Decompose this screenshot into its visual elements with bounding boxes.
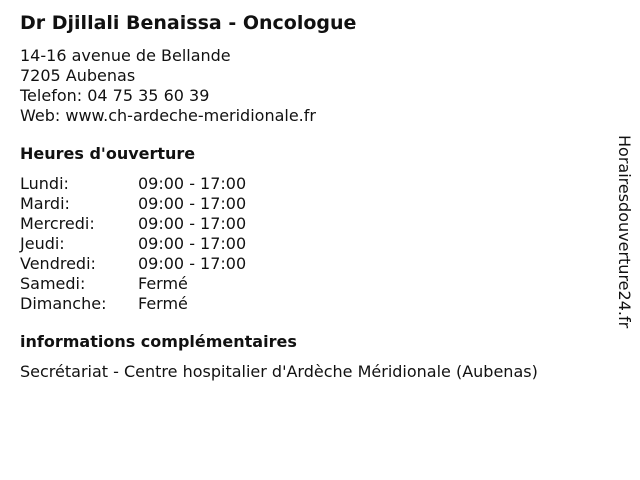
day-hours: 09:00 - 17:00 [138, 174, 247, 193]
page-title: Dr Djillali Benaissa - Oncologue [20, 12, 357, 34]
day-hours: 09:00 - 17:00 [138, 254, 247, 273]
address-street: 14-16 avenue de Bellande [20, 46, 231, 65]
hours-heading: Heures d'ouverture [20, 144, 196, 163]
address-block [20, 46, 610, 126]
hours-row-thursday [20, 234, 610, 254]
info-heading: informations complémentaires [20, 332, 297, 351]
day-label: Jeudi: [20, 234, 65, 253]
day-label: Samedi: [20, 274, 86, 293]
day-hours: 09:00 - 17:00 [138, 214, 247, 233]
day-hours: Fermé [138, 274, 188, 293]
day-hours: 09:00 - 17:00 [138, 194, 247, 213]
hours-row-monday [20, 174, 610, 194]
hours-row-tuesday [20, 194, 610, 214]
day-label: Mercredi: [20, 214, 95, 233]
day-hours: 09:00 - 17:00 [138, 234, 247, 253]
website-link[interactable]: Web: www.ch-ardeche-meridionale.fr [20, 106, 316, 125]
address-city: 7205 Aubenas [20, 66, 136, 85]
site-watermark: Horairesdouverture24.fr [615, 135, 634, 329]
opening-hours-table [20, 174, 610, 314]
day-label: Dimanche: [20, 294, 107, 313]
phone-number: Telefon: 04 75 35 60 39 [20, 86, 210, 105]
hours-row-sunday [20, 294, 610, 314]
listing-content [20, 10, 610, 382]
day-label: Lundi: [20, 174, 69, 193]
hours-row-saturday [20, 274, 610, 294]
info-text: Secrétariat - Centre hospitalier d'Ardèche Méridionale (Aubenas) [20, 362, 538, 381]
hours-row-wednesday [20, 214, 610, 234]
day-hours: Fermé [138, 294, 188, 313]
hours-row-friday [20, 254, 610, 274]
day-label: Mardi: [20, 194, 70, 213]
day-label: Vendredi: [20, 254, 96, 273]
